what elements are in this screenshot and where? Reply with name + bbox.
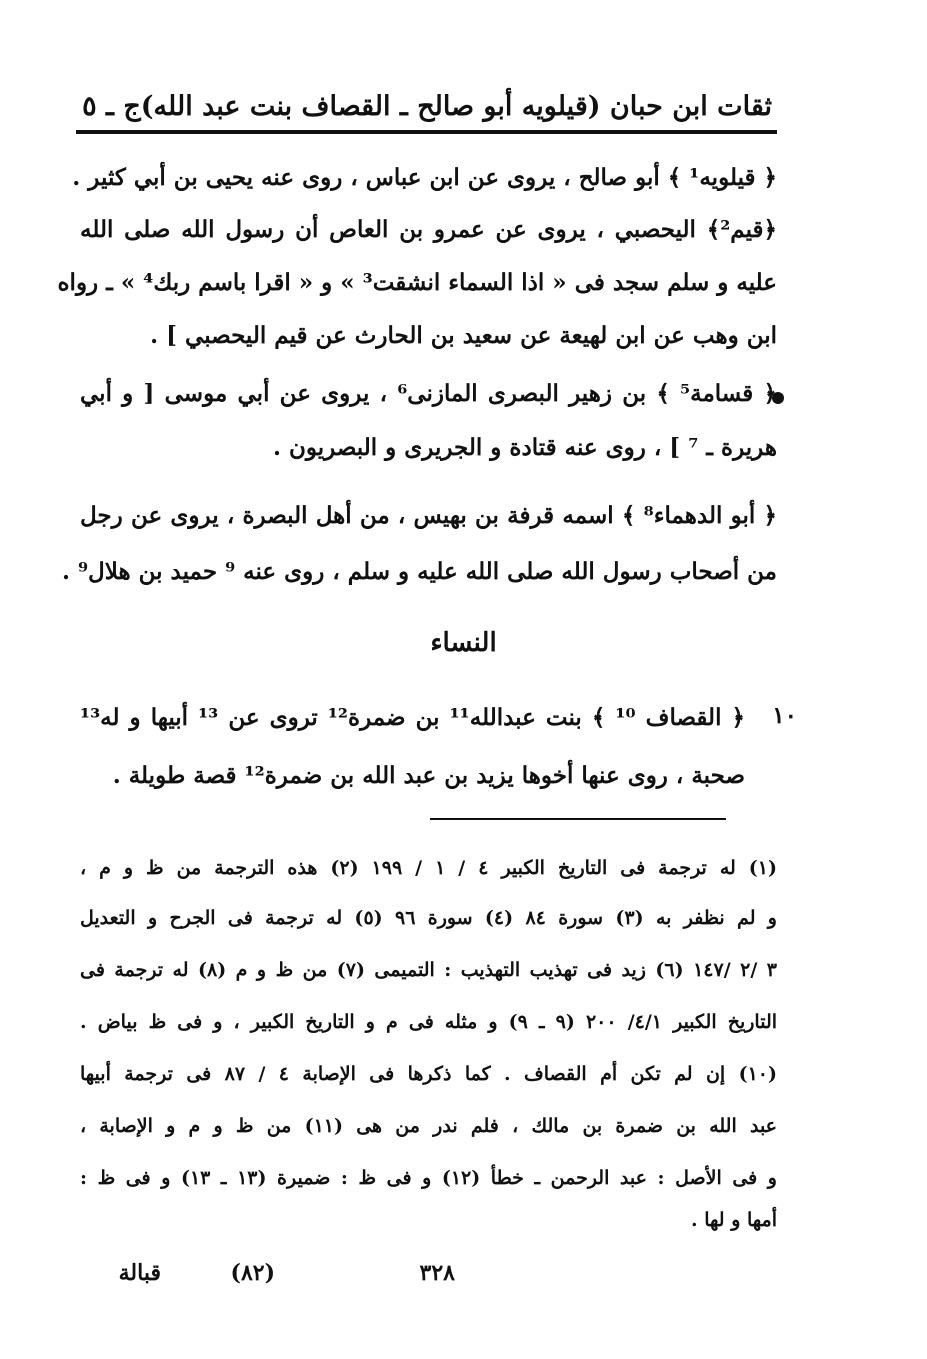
body-line: عليه و سلم سجد فى « اذا السماء انشقت³ » و « اقرا باسم ربك⁴ » ـ رواه [57,269,777,296]
sheet-number: (٨٢) [230,1260,275,1286]
entry-line: صحبة ، روى عنها أخوها يزيد بن عبد الله بن ضمرة¹² قصة طويلة . [112,762,745,789]
running-header [82,82,772,130]
page-number: ٣٢٨ [419,1260,455,1286]
sheet-label: قبالة [118,1260,161,1286]
body-line: ابن وهب عن ابن لهيعة عن سعيد بن الحارث عن قيم اليحصبي ] . [150,322,777,349]
entry-number: ١٠ [772,702,797,729]
footnote-separator [430,818,726,820]
footnote-line: (١) له ترجمة فى التاريخ الكبير ٤ / ١ / ١٩٩ (٢) هذه الترجمة من ظ و م ، [80,857,778,879]
footnote-line: (١٠) إن لم تكن أم القصاف . كما ذكرها فى الإصابة ٤ / ٨٧ فى ترجمة أبيها [80,1063,777,1085]
body-line: ﴿قيم²﴾ اليحصبي ، يروى عن عمرو بن العاص أن رسول الله صلى الله [80,216,777,243]
header-rule [76,130,777,134]
section-heading: النساء [430,628,497,658]
footnote-line: عبد الله بن ضمرة بن مالك ، فلم ندر من هى (١١) من ظ و م و الإصابة ، [80,1115,778,1137]
entry-line: ﴿ القصاف ¹⁰ ﴾ بنت عبدالله¹¹ بن ضمرة¹² تروى عن ¹³ أبيها و له¹³ [80,704,745,731]
header-volume: ج ـ ٥ [82,90,141,122]
body-line: ﴿ قيلويه¹ ﴾ أبو صالح ، يروى عن ابن عباس ، روى عنه يحيى بن أبي كثير . [72,164,777,191]
footnote-line: و فى الأصل : عبد الرحمن ـ خطأ (١٢) و فى ظ : ضميرة (١٣ ـ ١٣) و فى ظ : [80,1167,777,1189]
header-title: ثقات ابن حبان (قيلويه أبو صالح ـ القصاف بنت عبد الله) [140,90,772,122]
body-line: ﴿ أبو الدهماء⁸ ﴾ اسمه قرفة بن بهيس ، من أهل البصرة ، يروى عن رجل [80,502,777,529]
body-line: من أصحاب رسول الله صلى الله عليه و سلم ، روى عنه ⁹ حميد بن هلال⁹ . [61,558,777,585]
body-line: هريرة ـ ⁷ ] ، روى عنه قتادة و الجريرى و البصريون . [272,434,777,461]
footnote-line: أمها و لها . [691,1209,777,1231]
footnote-line: ٣ /٢ /١٤٧ (٦) زيد فى تهذيب التهذيب : التميمى (٧) من ظ و م (٨) له ترجمة فى [80,959,777,981]
footnote-line: و لم نظفر به (٣) سورة ٨٤ (٤) سورة ٩٦ (٥) له ترجمة فى الجرح و التعديل [80,907,777,929]
body-line: ﴿ قسامة⁵ ﴾ بن زهير البصرى المازنى⁶ ، يروى عن أبي موسى [ و أبي [80,380,777,407]
footnote-line: التاريخ الكبير ٤/١/ ٢٠٠ (٩ ـ ٩) و مثله فى م و التاريخ الكبير ، و فى ظ بياض . [80,1011,778,1033]
